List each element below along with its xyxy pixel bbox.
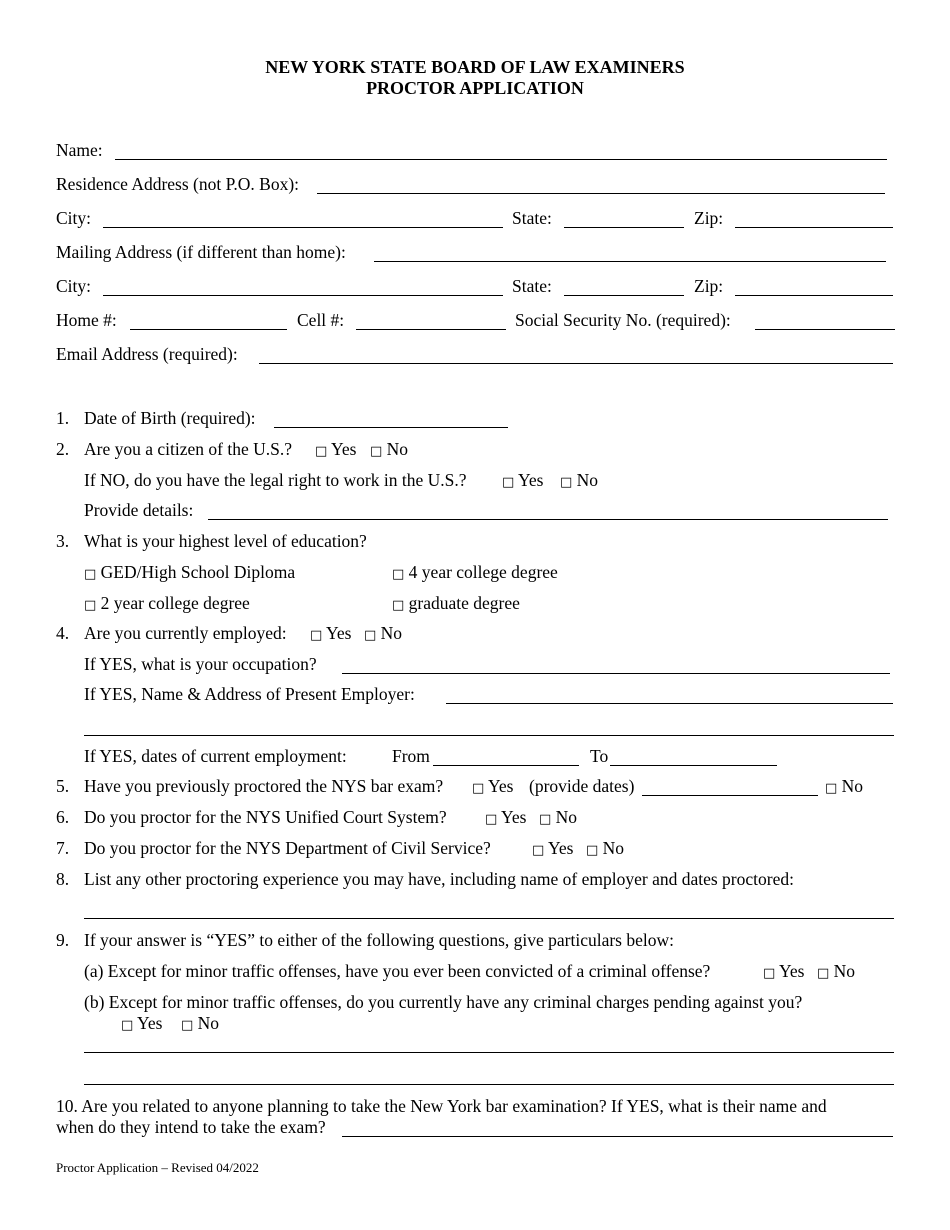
email-field[interactable] [259,363,893,364]
ssn-field[interactable] [755,329,895,330]
cell-phone-label: Cell #: [297,310,345,330]
q3-option-graduate[interactable]: □ graduate degree [392,593,520,613]
q4-employer-field-2[interactable] [84,735,894,736]
q3-label: What is your highest level of education? [84,531,367,551]
q4-number: 4. [56,623,70,643]
q9a-no-option[interactable]: □ No [817,961,856,981]
q4-yes-option[interactable]: □ Yes [310,623,352,643]
q4-no-option[interactable]: □ No [364,623,403,643]
name-label: Name: [56,140,103,160]
q4-employer-label: If YES, Name & Address of Present Employer: [84,684,415,704]
home-phone-label: Home #: [56,310,117,330]
q3-number: 3. [56,531,70,551]
checkbox-icon: □ [485,812,498,827]
state-label: State: [512,208,552,228]
q2-work-no-option[interactable]: □ No [560,470,599,490]
q5-no-option[interactable]: □ No [825,776,864,796]
q9-number: 9. [56,930,70,950]
q8-experience-field[interactable] [84,918,894,919]
q5-dates-field[interactable] [642,795,818,796]
q2-details-label: Provide details: [84,500,194,520]
q7-label: Do you proctor for the NYS Department of Civil Service? [84,838,491,858]
mailing-state-field[interactable] [564,295,684,296]
residence-address-field[interactable] [317,193,885,194]
q4-occupation-field[interactable] [342,673,890,674]
q9-particulars-field[interactable] [84,1052,894,1053]
q9b-no-option[interactable]: □ No [181,1013,220,1033]
q5-number: 5. [56,776,70,796]
q10-label-line1: 10. Are you related to anyone planning to take the New York bar examination? If YES, what is their name and [56,1096,827,1116]
mailing-address-label: Mailing Address (if different than home): [56,242,346,262]
checkbox-icon: □ [532,843,545,858]
q2-yes-option[interactable]: □ Yes [315,439,357,459]
q5-yes-option[interactable]: □ Yes [472,776,514,796]
checkbox-icon: □ [364,628,377,643]
checkbox-icon: □ [84,567,97,582]
zip-label: Zip: [694,208,724,228]
residence-address-label: Residence Address (not P.O. Box): [56,174,300,194]
checkbox-icon: □ [502,475,515,490]
q1-label: Date of Birth (required): [84,408,256,428]
q4-label: Are you currently employed: [84,623,287,643]
dob-field[interactable] [274,427,508,428]
state-field[interactable] [564,227,684,228]
mailing-zip-label: Zip: [694,276,724,296]
checkbox-icon: □ [315,444,328,459]
q9a-yes-option[interactable]: □ Yes [763,961,805,981]
checkbox-icon: □ [392,567,405,582]
q4-to-label: To [590,746,609,766]
cell-phone-field[interactable] [356,329,506,330]
city-label: City: [56,208,92,228]
checkbox-icon: □ [825,781,838,796]
q3-option-ged[interactable]: □ GED/High School Diploma [84,562,296,582]
checkbox-icon: □ [586,843,599,858]
q9-label: If your answer is “YES” to either of the following questions, give particulars below: [84,930,674,950]
q6-no-option[interactable]: □ No [539,807,578,827]
checkbox-icon: □ [121,1018,134,1033]
q5-label: Have you previously proctored the NYS bar exam? [84,776,444,796]
q3-option-2yr[interactable]: □ 2 year college degree [84,593,250,613]
mailing-zip-field[interactable] [735,295,893,296]
q10-answer-field[interactable] [342,1136,893,1137]
footer-revision: Proctor Application – Revised 04/2022 [56,1160,259,1175]
zip-field[interactable] [735,227,893,228]
q2-work-yes-option[interactable]: □ Yes [502,470,544,490]
mailing-city-field[interactable] [103,295,503,296]
q1-number: 1. [56,408,70,428]
q4-occupation-label: If YES, what is your occupation? [84,654,317,674]
q7-no-option[interactable]: □ No [586,838,625,858]
ssn-label: Social Security No. (required): [515,310,731,330]
q7-number: 7. [56,838,70,858]
q4-dates-label: If YES, dates of current employment: [84,746,347,766]
q4-from-field[interactable] [433,765,579,766]
q5-provide-dates-label: (provide dates) [529,776,635,796]
mailing-state-label: State: [512,276,552,296]
q8-number: 8. [56,869,70,889]
home-phone-field[interactable] [130,329,287,330]
q7-yes-option[interactable]: □ Yes [532,838,574,858]
checkbox-icon: □ [560,475,573,490]
form-title: NEW YORK STATE BOARD OF LAW EXAMINERS [265,57,685,77]
city-field[interactable] [103,227,503,228]
email-label: Email Address (required): [56,344,238,364]
checkbox-icon: □ [817,966,830,981]
mailing-address-field[interactable] [374,261,886,262]
q10-label-line2: when do they intend to take the exam? [56,1117,326,1137]
checkbox-icon: □ [539,812,552,827]
q8-label: List any other proctoring experience you may have, including name of employer and dates proctored: [84,869,794,889]
q3-option-4yr[interactable]: □ 4 year college degree [392,562,558,582]
q9b-label: (b) Except for minor traffic offenses, do you currently have any criminal charges pending against you? [84,992,803,1012]
checkbox-icon: □ [84,598,97,613]
form-subtitle: PROCTOR APPLICATION [366,78,584,98]
q2-details-field[interactable] [208,519,888,520]
q6-number: 6. [56,807,70,827]
q4-employer-field[interactable] [446,703,893,704]
q2-label: Are you a citizen of the U.S.? [84,439,292,459]
q4-from-label: From [392,746,430,766]
q9a-label: (a) Except for minor traffic offenses, have you ever been convicted of a criminal offense? [84,961,711,981]
checkbox-icon: □ [472,781,485,796]
checkbox-icon: □ [370,444,383,459]
q4-to-field[interactable] [610,765,777,766]
checkbox-icon: □ [181,1018,194,1033]
q2-number: 2. [56,439,70,459]
q2-no-option[interactable]: □ No [370,439,409,459]
checkbox-icon: □ [392,598,405,613]
q9-particulars-field-2[interactable] [84,1084,894,1085]
checkbox-icon: □ [310,628,323,643]
name-field[interactable] [115,159,887,160]
checkbox-icon: □ [763,966,776,981]
q6-yes-option[interactable]: □ Yes [485,807,527,827]
q2-work-right-label: If NO, do you have the legal right to work in the U.S.? [84,470,467,490]
q9b-yes-option[interactable]: □ Yes [121,1013,163,1033]
q6-label: Do you proctor for the NYS Unified Court System? [84,807,447,827]
mailing-city-label: City: [56,276,92,296]
